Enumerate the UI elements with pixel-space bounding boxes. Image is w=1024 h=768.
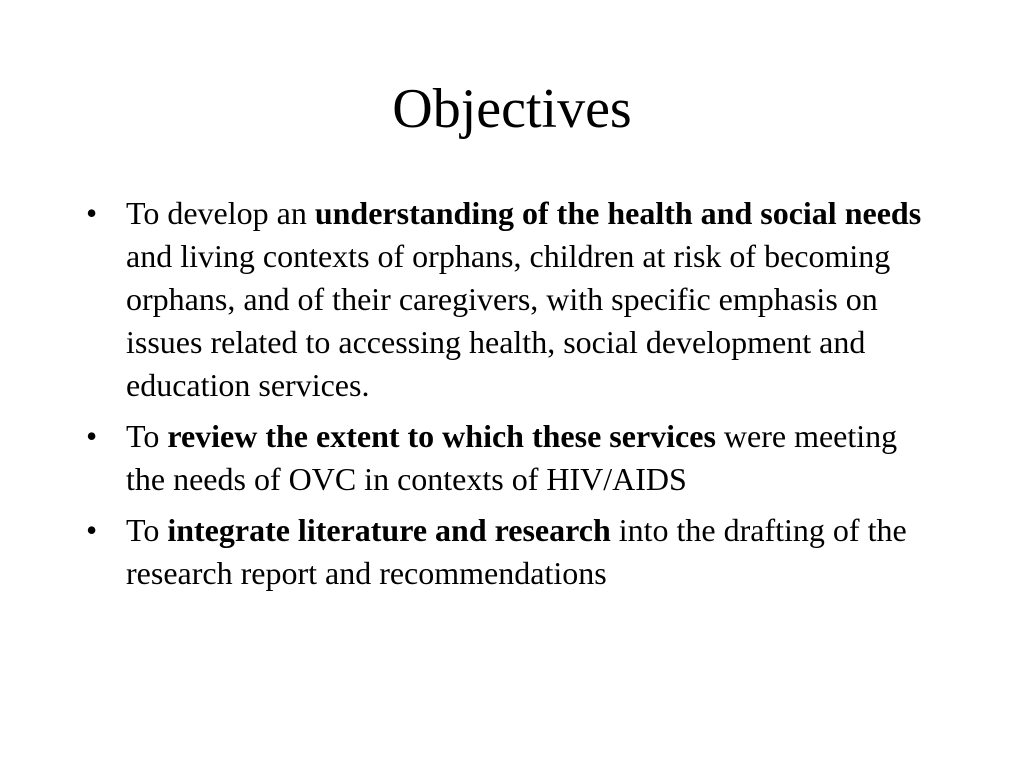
objective-3-post: into the drafting of the research report and recommendations <box>126 512 907 591</box>
objective-1-post: and living contexts of orphans, children at risk of becoming orphans, and of their caregivers, with specific emphasis on issues related to accessing health, social development and education services. <box>126 238 891 403</box>
objective-2-post: were meeting the needs of OVC in contexts of HIV/AIDS <box>126 418 898 497</box>
objective-item-1 <box>84 192 934 407</box>
objectives-list <box>84 192 934 603</box>
objective-item-3 <box>84 509 934 595</box>
objective-item-2 <box>84 415 934 501</box>
bullet-icon: • <box>86 195 98 231</box>
bullet-icon: • <box>86 512 98 548</box>
slide-title: Objectives <box>392 78 632 140</box>
objective-2-pre: To <box>126 418 168 454</box>
objective-3-bold: integrate literature and research <box>167 512 611 548</box>
bullet-icon: • <box>86 418 98 454</box>
objective-1-pre: To develop an <box>126 195 315 231</box>
objective-2-bold: review the extent to which these services <box>167 418 716 454</box>
objective-1-bold: understanding of the health and social needs <box>314 195 922 231</box>
objective-3-pre: To <box>126 512 168 548</box>
